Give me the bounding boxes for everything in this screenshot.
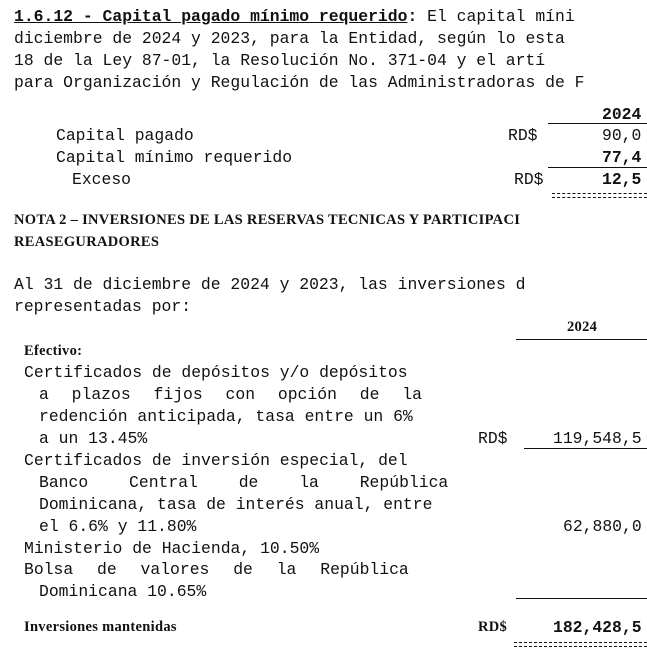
nota-year-rule — [516, 339, 647, 340]
capital-pagado-label: Capital pagado — [56, 126, 194, 145]
item-1-line-3-text: redención anticipada, tasa entre un 6% — [39, 407, 413, 426]
exceso-value: 12,5 — [602, 170, 642, 189]
item-4-line-2: Dominicana 10.65% — [39, 582, 207, 601]
section-intro-line-2: diciembre de 2024 y 2023, para la Entidad, según lo esta — [14, 29, 565, 48]
exceso-double-rule — [552, 193, 647, 198]
heading-colon: : — [407, 7, 418, 26]
exceso-currency: RD$ — [514, 170, 544, 189]
section-intro-line-1 — [14, 6, 575, 27]
capital-minimo-value: 77,4 — [602, 148, 642, 167]
item-4-line-1: Bolsa de valores de la República — [24, 560, 409, 579]
total-currency: RD$ — [478, 619, 508, 635]
item-1-line-4-text: a un 13.45% — [39, 429, 148, 448]
total-double-rule — [514, 642, 647, 647]
capital-pagado-currency: RD$ — [508, 126, 538, 145]
exceso-label: Exceso — [72, 170, 132, 189]
item-2-line-3: Dominicana, tasa de interés anual, entre — [39, 495, 433, 514]
item-2-line-1: Certificados de inversión especial, del — [24, 451, 408, 470]
nota-title-line-1: NOTA 2 – INVERSIONES DE LAS RESERVAS TECNICAS Y PARTICIPACI — [14, 212, 521, 228]
year-header-rule — [548, 123, 647, 124]
section-intro-line-3: 18 de la Ley 87-01, la Resolución No. 371-04 y el artí — [14, 51, 546, 70]
item-3-line-1: Ministerio de Hacienda, 10.50% — [24, 539, 320, 558]
nota-intro-line-1: Al 31 de diciembre de 2024 y 2023, las inversiones d — [14, 275, 526, 294]
total-label: Inversiones mantenidas — [24, 619, 177, 635]
item-1-value-rule — [524, 448, 647, 449]
section-year-header: 2024 — [602, 105, 642, 124]
subtotal-rule — [516, 598, 647, 599]
item-1-line-2-text: a plazos fijos con opción de la — [39, 385, 422, 404]
nota-title-line-2: REASEGURADORES — [14, 234, 160, 250]
item-2-line-4: el 6.6% y 11.80% — [39, 517, 197, 536]
item-1-line-1: Certificados de depósitos y/o depósitos — [24, 363, 408, 382]
total-value: 182,428,5 — [553, 618, 642, 637]
capital-minimo-rule — [548, 167, 647, 168]
intro-tail: El capital míni — [417, 7, 575, 26]
capital-minimo-label: Capital mínimo requerido — [56, 148, 293, 167]
item-1-currency: RD$ — [478, 429, 508, 448]
item-2-value: 62,880,0 — [563, 517, 642, 536]
section-heading: 1.6.12 - Capital pagado mínimo requerido — [14, 7, 408, 26]
efectivo-label: Efectivo: — [24, 343, 83, 359]
capital-pagado-value: 90,0 — [602, 126, 642, 145]
item-2-line-2: Banco Central de la República — [39, 473, 449, 492]
nota-intro-line-2: representadas por: — [14, 297, 192, 316]
nota-year-header: 2024 — [567, 319, 598, 335]
item-1-value: 119,548,5 — [553, 429, 642, 448]
section-intro-line-4: para Organización y Regulación de las Administradoras de F — [14, 73, 585, 92]
